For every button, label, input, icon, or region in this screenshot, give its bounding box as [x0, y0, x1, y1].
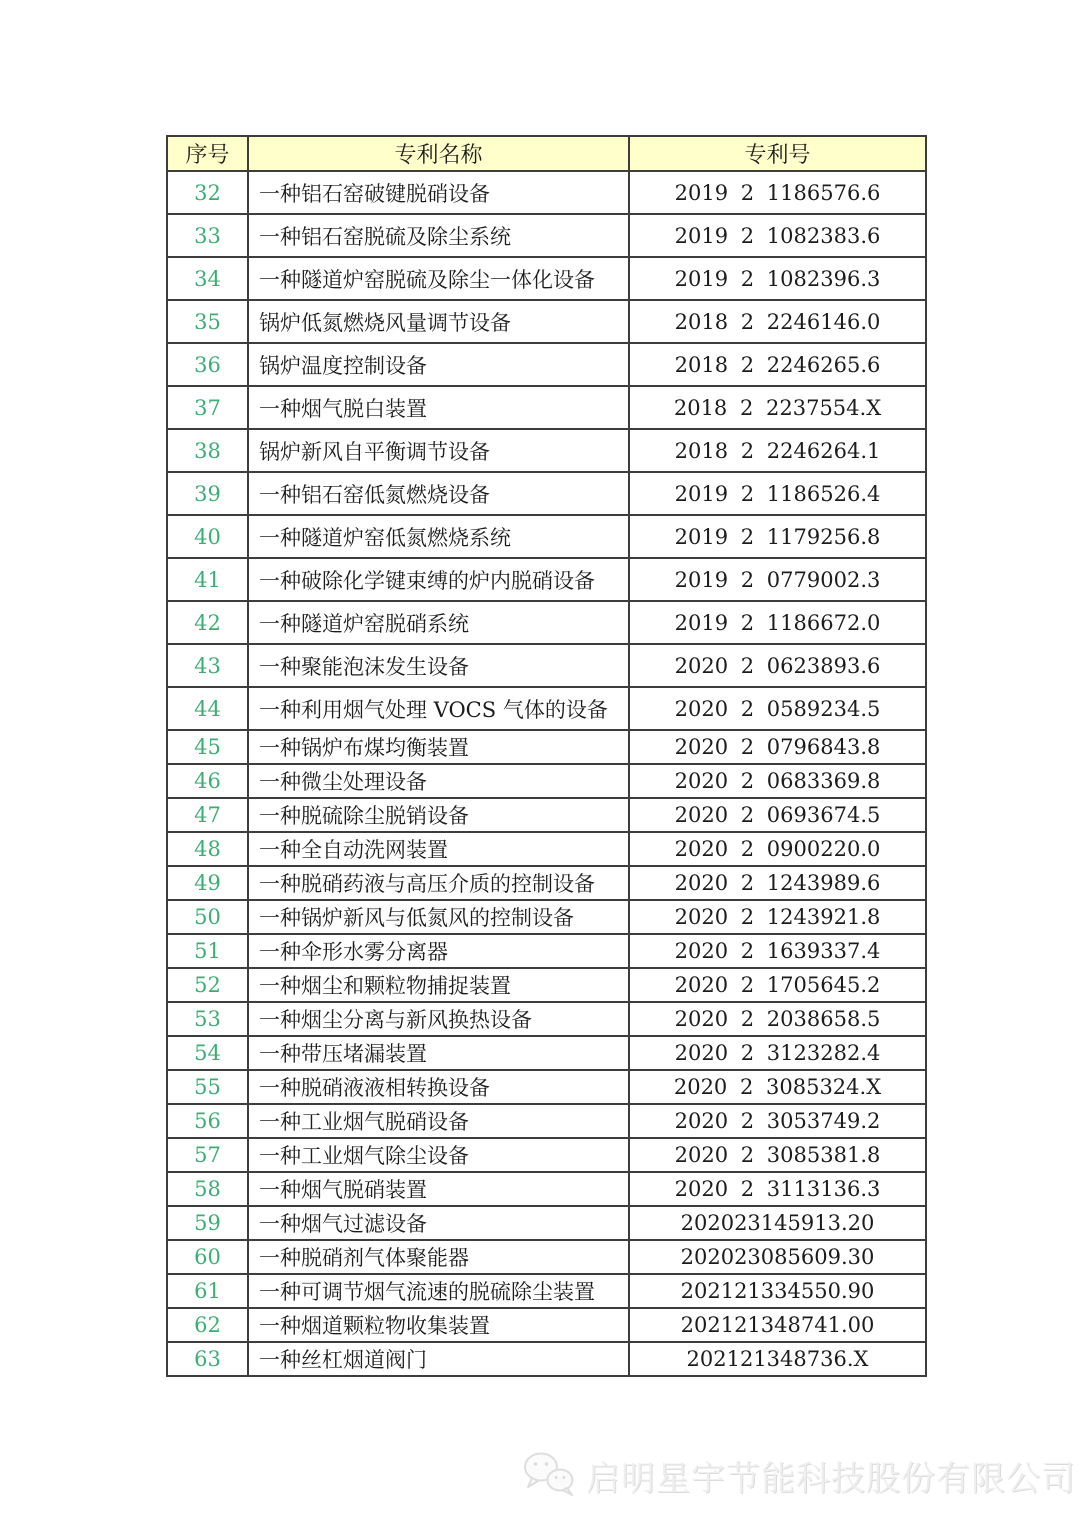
header-row	[167, 136, 926, 171]
table-row	[167, 644, 926, 687]
patent-number-cell: 202121348736.X	[629, 1342, 926, 1376]
patent-name-cell: 一种隧道炉窑低氮燃烧系统	[248, 515, 629, 558]
patent-name-cell: 一种脱硫除尘脱销设备	[248, 798, 629, 832]
patent-number-cell: 2020 2 3123282.4	[629, 1036, 926, 1070]
table-row	[167, 934, 926, 968]
table-row	[167, 300, 926, 343]
patent-number-cell: 202121334550.90	[629, 1274, 926, 1308]
patent-number-cell: 202023085609.30	[629, 1240, 926, 1274]
table-row	[167, 968, 926, 1002]
patent-number-cell: 2019 2 1186672.0	[629, 601, 926, 644]
header-serial: 序号	[167, 136, 248, 171]
patent-number-cell: 2020 2 3053749.2	[629, 1104, 926, 1138]
serial-cell: 43	[167, 644, 248, 687]
serial-cell: 62	[167, 1308, 248, 1342]
serial-cell: 35	[167, 300, 248, 343]
table-row	[167, 472, 926, 515]
patent-name-cell: 一种隧道炉窑脱硝系统	[248, 601, 629, 644]
table-row	[167, 764, 926, 798]
patent-name-cell: 一种聚能泡沫发生设备	[248, 644, 629, 687]
serial-cell: 46	[167, 764, 248, 798]
patent-number-cell: 2020 2 0693674.5	[629, 798, 926, 832]
patent-number-cell: 2020 2 2038658.5	[629, 1002, 926, 1036]
watermark	[520, 1450, 1076, 1500]
patent-number-cell: 2020 2 0796843.8	[629, 730, 926, 764]
patent-name-cell: 一种烟尘和颗粒物捕捉装置	[248, 968, 629, 1002]
serial-cell: 55	[167, 1070, 248, 1104]
serial-cell: 32	[167, 171, 248, 214]
table-row	[167, 1172, 926, 1206]
table-row	[167, 1002, 926, 1036]
table-row	[167, 1274, 926, 1308]
serial-cell: 33	[167, 214, 248, 257]
patent-name-cell: 一种隧道炉窑脱硫及除尘一体化设备	[248, 257, 629, 300]
serial-cell: 59	[167, 1206, 248, 1240]
patent-number-cell: 2019 2 1179256.8	[629, 515, 926, 558]
patent-number-cell: 2020 2 0900220.0	[629, 832, 926, 866]
table-row	[167, 515, 926, 558]
table-row	[167, 1070, 926, 1104]
patent-number-cell: 2020 2 3085324.X	[629, 1070, 926, 1104]
serial-cell: 42	[167, 601, 248, 644]
patent-number-cell: 2019 2 1082396.3	[629, 257, 926, 300]
patent-number-cell: 2020 2 1243921.8	[629, 900, 926, 934]
serial-cell: 60	[167, 1240, 248, 1274]
serial-cell: 63	[167, 1342, 248, 1376]
table-row	[167, 214, 926, 257]
patent-name-cell: 一种铝石窑脱硫及除尘系统	[248, 214, 629, 257]
patent-name-cell: 一种烟气脱白装置	[248, 386, 629, 429]
serial-cell: 39	[167, 472, 248, 515]
table-row	[167, 429, 926, 472]
patent-number-cell: 202121348741.00	[629, 1308, 926, 1342]
serial-cell: 41	[167, 558, 248, 601]
patent-number-cell: 2018 2 2246265.6	[629, 343, 926, 386]
serial-cell: 44	[167, 687, 248, 730]
table-row	[167, 386, 926, 429]
patent-name-cell: 锅炉温度控制设备	[248, 343, 629, 386]
patent-name-cell: 一种破除化学键束缚的炉内脱硝设备	[248, 558, 629, 601]
serial-cell: 52	[167, 968, 248, 1002]
patent-name-cell: 一种微尘处理设备	[248, 764, 629, 798]
patent-name-cell: 一种脱硝药液与高压介质的控制设备	[248, 866, 629, 900]
table-row	[167, 687, 926, 730]
patent-table	[166, 135, 927, 1377]
table-row	[167, 171, 926, 214]
serial-cell: 54	[167, 1036, 248, 1070]
patent-name-cell: 一种烟气过滤设备	[248, 1206, 629, 1240]
patent-name-cell: 一种带压堵漏装置	[248, 1036, 629, 1070]
serial-cell: 49	[167, 866, 248, 900]
table-row	[167, 1104, 926, 1138]
patent-name-cell: 一种伞形水雾分离器	[248, 934, 629, 968]
patent-number-cell: 2018 2 2237554.X	[629, 386, 926, 429]
header-patent-number: 专利号	[629, 136, 926, 171]
patent-number-cell: 2020 2 1705645.2	[629, 968, 926, 1002]
patent-number-cell: 2020 2 1243989.6	[629, 866, 926, 900]
serial-cell: 51	[167, 934, 248, 968]
serial-cell: 57	[167, 1138, 248, 1172]
patent-name-cell: 一种脱硝液液相转换设备	[248, 1070, 629, 1104]
patent-number-cell: 2018 2 2246264.1	[629, 429, 926, 472]
table-row	[167, 798, 926, 832]
patent-number-cell: 2020 2 0623893.6	[629, 644, 926, 687]
patent-table-body	[167, 171, 926, 1376]
table-row	[167, 730, 926, 764]
patent-name-cell: 一种脱硝剂气体聚能器	[248, 1240, 629, 1274]
patent-number-cell: 2019 2 1186576.6	[629, 171, 926, 214]
table-row	[167, 1138, 926, 1172]
table-row	[167, 866, 926, 900]
serial-cell: 34	[167, 257, 248, 300]
wechat-icon	[520, 1450, 578, 1500]
table-row	[167, 1342, 926, 1376]
table-row	[167, 1036, 926, 1070]
patent-name-cell: 一种烟道颗粒物收集装置	[248, 1308, 629, 1342]
table-row	[167, 1240, 926, 1274]
patent-number-cell: 2020 2 3085381.8	[629, 1138, 926, 1172]
serial-cell: 61	[167, 1274, 248, 1308]
watermark-company-name: 启明星宇节能科技股份有限公司	[586, 1458, 1076, 1499]
patent-number-cell: 2018 2 2246146.0	[629, 300, 926, 343]
serial-cell: 53	[167, 1002, 248, 1036]
table-row	[167, 832, 926, 866]
serial-cell: 58	[167, 1172, 248, 1206]
patent-number-cell: 202023145913.20	[629, 1206, 926, 1240]
serial-cell: 47	[167, 798, 248, 832]
patent-number-cell: 2019 2 1186526.4	[629, 472, 926, 515]
patent-name-cell: 一种烟尘分离与新风换热设备	[248, 1002, 629, 1036]
patent-name-cell: 一种铝石窑低氮燃烧设备	[248, 472, 629, 515]
table-row	[167, 1308, 926, 1342]
table-row	[167, 900, 926, 934]
patent-name-cell: 一种工业烟气除尘设备	[248, 1138, 629, 1172]
patent-name-cell: 一种锅炉布煤均衡装置	[248, 730, 629, 764]
serial-cell: 48	[167, 832, 248, 866]
patent-name-cell: 一种全自动洗网装置	[248, 832, 629, 866]
patent-name-cell: 一种工业烟气脱硝设备	[248, 1104, 629, 1138]
patent-name-cell: 一种烟气脱硝装置	[248, 1172, 629, 1206]
serial-cell: 50	[167, 900, 248, 934]
patent-number-cell: 2019 2 1082383.6	[629, 214, 926, 257]
patent-name-cell: 一种利用烟气处理 VOCS 气体的设备	[248, 687, 629, 730]
patent-number-cell: 2020 2 0683369.8	[629, 764, 926, 798]
patent-number-cell: 2020 2 3113136.3	[629, 1172, 926, 1206]
patent-table-header	[167, 136, 926, 171]
serial-cell: 45	[167, 730, 248, 764]
patent-name-cell: 一种铝石窑破键脱硝设备	[248, 171, 629, 214]
patent-name-cell: 锅炉新风自平衡调节设备	[248, 429, 629, 472]
table-row	[167, 257, 926, 300]
patent-number-cell: 2020 2 1639337.4	[629, 934, 926, 968]
patent-number-cell: 2020 2 0589234.5	[629, 687, 926, 730]
table-row	[167, 601, 926, 644]
patent-name-cell: 一种锅炉新风与低氮风的控制设备	[248, 900, 629, 934]
header-patent-name: 专利名称	[248, 136, 629, 171]
serial-cell: 56	[167, 1104, 248, 1138]
patent-name-cell: 一种丝杠烟道阀门	[248, 1342, 629, 1376]
serial-cell: 36	[167, 343, 248, 386]
table-row	[167, 558, 926, 601]
serial-cell: 37	[167, 386, 248, 429]
patent-name-cell: 一种可调节烟气流速的脱硫除尘装置	[248, 1274, 629, 1308]
table-row	[167, 343, 926, 386]
table-row	[167, 1206, 926, 1240]
serial-cell: 38	[167, 429, 248, 472]
patent-name-cell: 锅炉低氮燃烧风量调节设备	[248, 300, 629, 343]
patent-number-cell: 2019 2 0779002.3	[629, 558, 926, 601]
serial-cell: 40	[167, 515, 248, 558]
